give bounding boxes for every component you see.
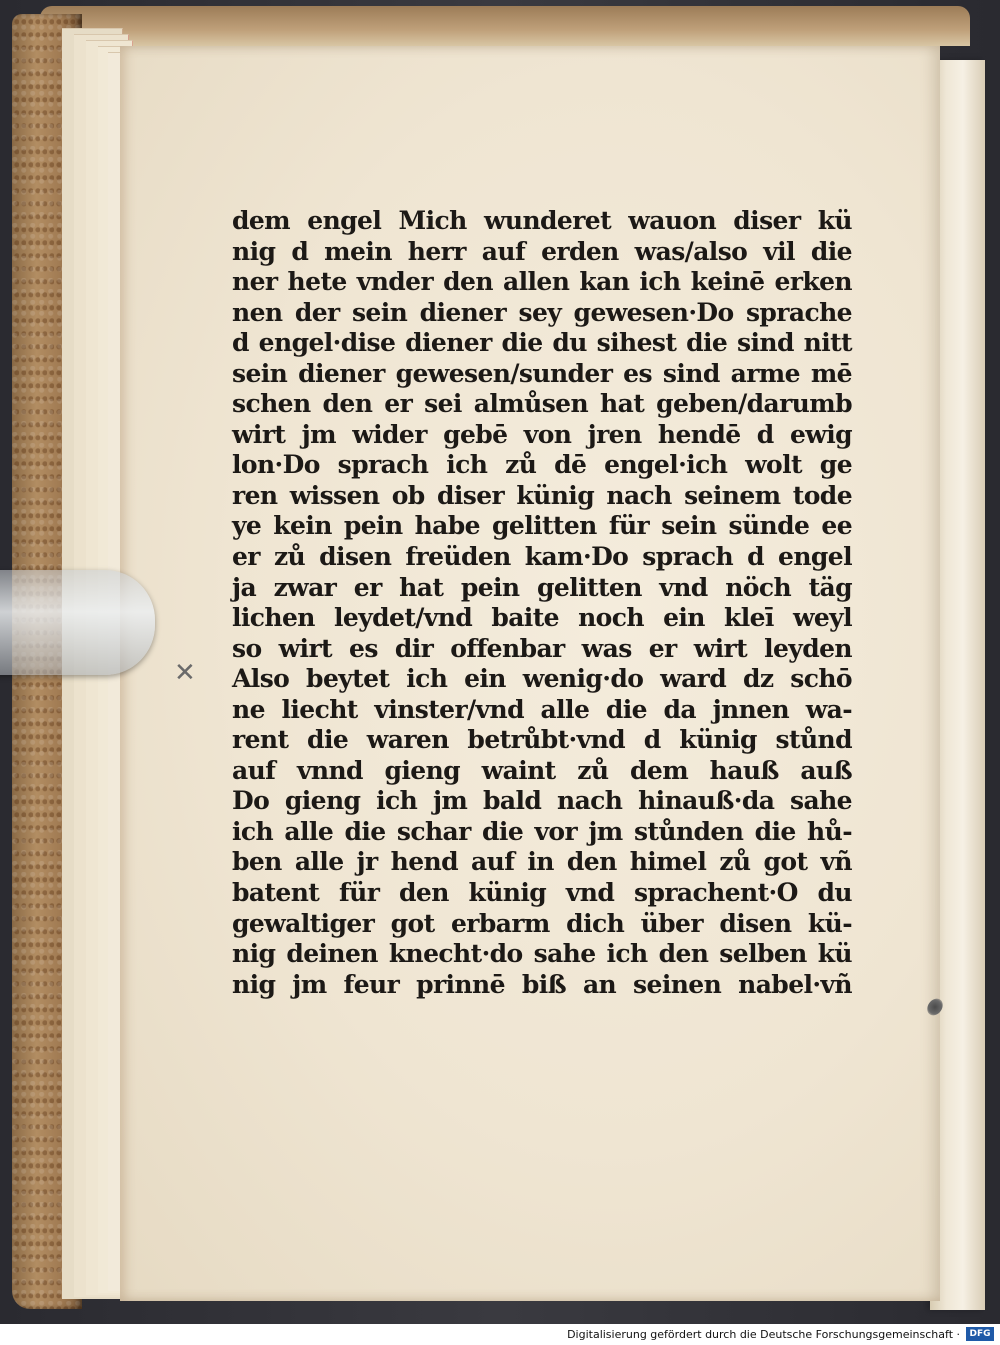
text-line: lon·Do sprach ich zů dē engel·ich wolt ge: [232, 450, 852, 480]
text-line: Do gieng ich jm bald nach hinauß·da sahe: [232, 786, 852, 816]
text-line: d engel·dise diener die du sihest die sind nitt: [232, 328, 852, 358]
text-line: nig jm feur prinnē biß an seinen nabel·vñ: [232, 969, 852, 999]
text-line: ben alle jr hend auf in den himel zů got vñ: [232, 847, 852, 877]
pencil-mark-icon: ✕: [174, 658, 196, 688]
text-line: rent die waren betrůbt·vnd d künig stůnd: [232, 725, 852, 755]
text-line: ren wissen ob diser künig nach seinem tode: [232, 480, 852, 510]
text-line: lichen leydet/vnd baite noch ein kleī weyl: [232, 603, 852, 633]
text-line: ich alle die schar die vor jm stůnden die hů-: [232, 816, 852, 846]
text-line: dem engel Mich wunderet wauon diser kü: [232, 206, 852, 235]
text-line: wirt jm wider gebē von jren hendē d ewig: [232, 419, 852, 449]
text-line: ja zwar er hat pein gelitten vnd nöch täg: [232, 572, 852, 602]
text-line: er zů disen freüden kam·Do sprach d engel: [232, 542, 852, 572]
text-line: ye kein pein habe gelitten für sein sünde ee: [232, 511, 852, 541]
credit-text: Digitalisierung gefördert durch die Deutsche Forschungsgemeinschaft ·: [567, 1328, 960, 1341]
page-clip: [0, 570, 155, 675]
text-block: [232, 206, 852, 1000]
text-line: gewaltiger got erbarm dich über disen kü-: [232, 908, 852, 938]
text-line: batent für den künig vnd sprachent·O du: [232, 878, 852, 908]
text-line: Also beytet ich ein wenig·do ward dz schō: [232, 664, 852, 694]
text-line: nig deinen knecht·do sahe ich den selben kü: [232, 939, 852, 969]
text-line: ner hete vnder den allen kan ich keinē erken: [232, 267, 852, 297]
text-line: nen der sein diener sey gewesen·Do sprache: [232, 297, 852, 327]
text-line: so wirt es dir offenbar was er wirt leyden: [232, 633, 852, 663]
footer-bar: [0, 1324, 1000, 1345]
text-line: nig d mein herr auf erden was/also vil die: [232, 236, 852, 266]
text-line: sein diener gewesen/sunder es sind arme mē: [232, 358, 852, 388]
text-line: auf vnnd gieng waint zů dem hauß auß: [232, 755, 852, 785]
dfg-logo: DFG: [966, 1327, 994, 1341]
text-line: ne liecht vinster/vnd alle die da jnnen wa-: [232, 694, 852, 724]
book-top-board: [40, 6, 970, 46]
text-line: schen den er sei almůsen hat geben/darumb: [232, 389, 852, 419]
